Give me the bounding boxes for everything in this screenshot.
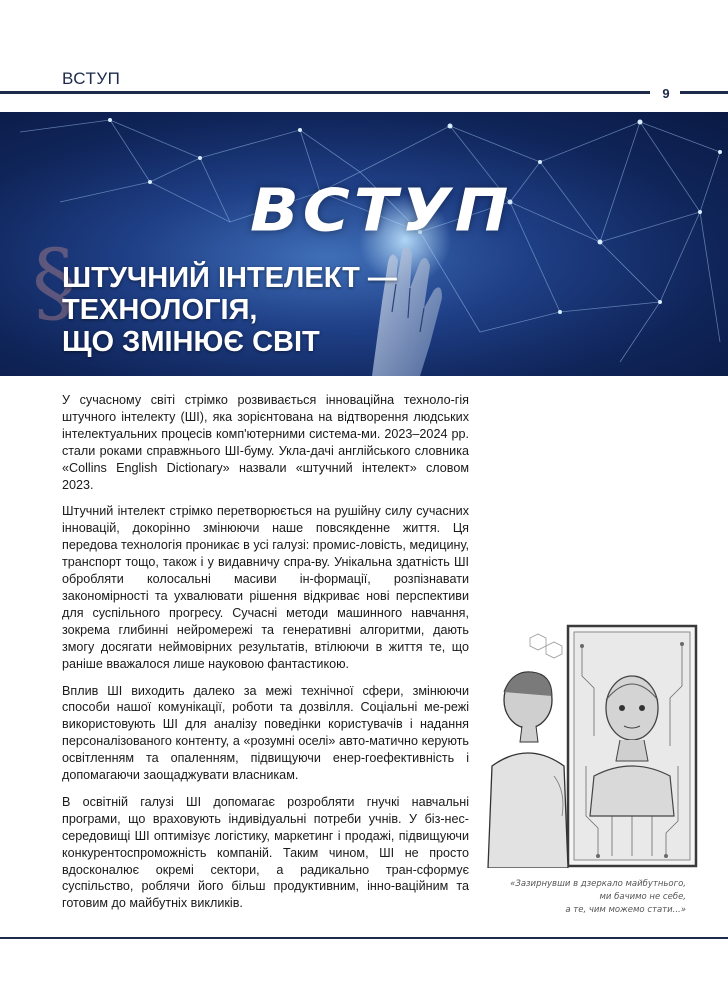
caption-line-1: «Зазирнувши в дзеркало майбутнього, bbox=[510, 879, 686, 889]
paragraph-3: Вплив ШІ виходить далеко за межі технічної сфери, змінюючи способи нашої комунікації, роботи та дозвілля. Соціальні ме-режі використовують ШІ для аналізу поведінки користувачів і надання персоналізованого контенту, а «розумні оселі» авто-матично керують освітленням та опаленням, підвищуючи енер-гоефективність і допомагаючи заощаджувати власникам. bbox=[62, 683, 469, 783]
bottom-rule bbox=[0, 937, 728, 939]
page-title-line-2: ТЕХНОЛОГІЯ, bbox=[62, 294, 258, 326]
paragraph-2: Штучний інтелект стрімко перетворюється на рушійну силу сучасних інновацій, докорінно змінюючи наше повсякденне життя. Ця передова технологія проникає в усі галузі: промис-ловість, медицину, транспорт тощо, також і у видавничу спра-ву. Унікальна здатність ШІ обробляти колосальні масиви ін-формації, розпізнавати закономірності та ухвалювати рішення відкриває нові перспективи для суспільного прогресу. Сучасні методи машинного навчання, зокрема глибинні нейромережі та генеративні алгоритми, дають змогу досягати неймовірних результатів, втілюючи в життя те, що раніше вважалося лише науковою фантастикою. bbox=[62, 504, 469, 671]
page-title-line-1: ШТУЧНИЙ ІНТЕЛЕКТ — bbox=[62, 262, 397, 294]
hero-banner bbox=[0, 112, 728, 376]
section-mark: § bbox=[32, 230, 76, 333]
top-rule-right bbox=[680, 91, 728, 94]
illustration-caption bbox=[486, 878, 686, 917]
page-number: 9 bbox=[662, 86, 670, 101]
caption-line-2: ми бачимо не себе, bbox=[599, 892, 686, 902]
hero-word: ВСТУП bbox=[250, 176, 513, 246]
running-head: ВСТУП bbox=[62, 69, 121, 88]
boy-mirror-robot-illustration bbox=[482, 616, 712, 868]
caption-line-3: а те, чим можемо стати...» bbox=[565, 905, 686, 915]
page-title-line-3: ЩО ЗМІНЮЄ СВІТ bbox=[62, 326, 320, 358]
paragraph-1: У сучасному світі стрімко розвивається інноваційна техноло-гія штучного інтелекту (ШІ), яка зорієнтована на відтворення людських інтелектуальних процесів комп'ютерними система-ми. 2023–2024 рр. стали роками справжнього ШІ-буму. Укла-дачі англійського словника «Collins English Dictionary» назвали «штучний інтелект» словом 2023. bbox=[62, 393, 469, 492]
page-title bbox=[62, 262, 397, 358]
paragraph-4: В освітній галузі ШІ допомагає розробляти гнучкі навчальні програми, що враховують індивідуальні потреби учнів. У біз-нес-середовищі ШІ оптимізує логістику, маркетинг і продажі, підвищуючи конкурентоспроможність компаній. Таким чином, ШІ не просто вдосконалює окремі сектори, а радикально тран-сформує суспільство, роблячи його більш продуктивним, інно-ваційним та готовим до майбутніх викликів. bbox=[62, 794, 469, 911]
body-text bbox=[62, 392, 469, 922]
top-rule bbox=[0, 91, 650, 94]
